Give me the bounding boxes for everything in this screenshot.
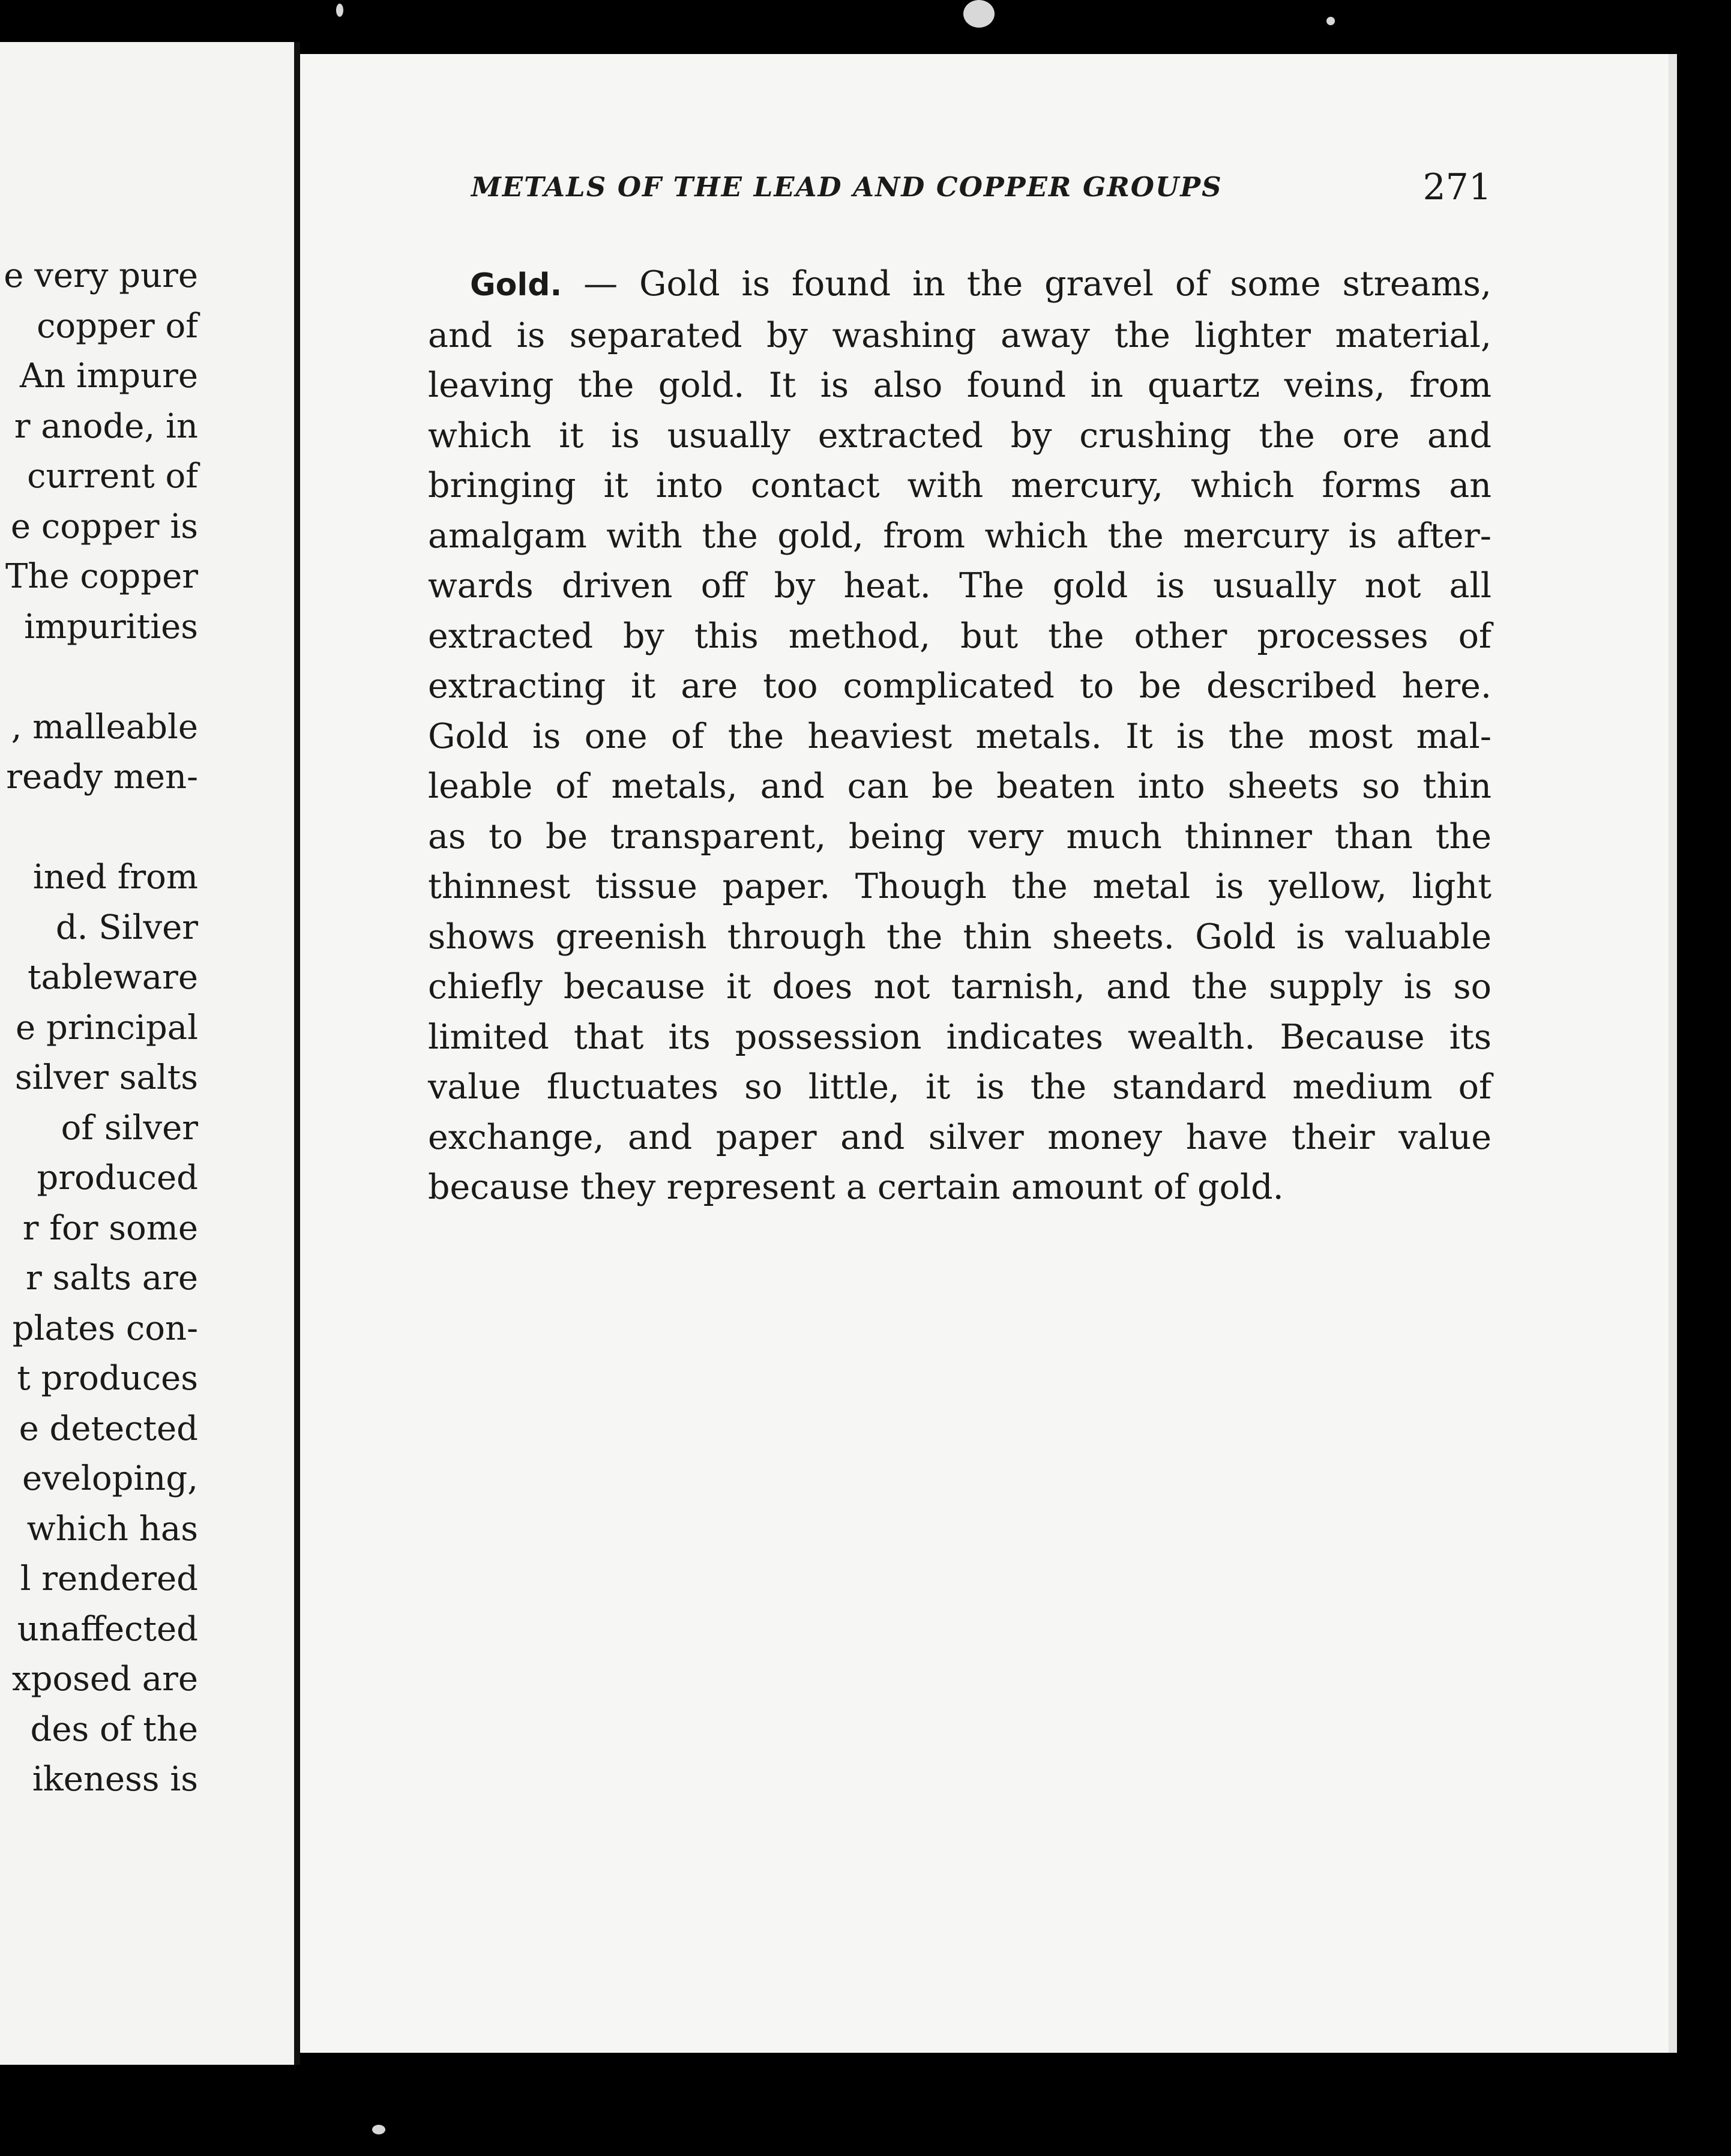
facing-page-line: e detected — [19, 1409, 198, 1448]
running-head — [471, 166, 1492, 219]
facing-page-line: e copper is — [10, 507, 198, 546]
facing-page-line — [0, 652, 198, 702]
text-line: chiefly because it does not tarnish, and the supply is so — [428, 967, 1492, 1007]
facing-page-line: plates con- — [12, 1308, 198, 1348]
facing-page-line: ikeness is — [32, 1760, 198, 1799]
facing-page-line: silver salts — [14, 1058, 198, 1097]
facing-page-line: current of — [27, 457, 198, 496]
running-title: METALS OF THE LEAD AND COPPER GROUPS — [471, 171, 1223, 203]
text-line: extracting it are too complicated to be described here. — [428, 666, 1492, 706]
section-heading: Gold. — [470, 267, 562, 303]
facing-page-line — [0, 802, 198, 853]
facing-page-line: d. Silver — [55, 908, 198, 947]
text-line: as to be transparent, being very much thinner than the — [428, 816, 1492, 857]
scan-speck — [372, 2125, 385, 2134]
facing-page-line: e very pure — [4, 256, 198, 295]
facing-page-line: tableware — [27, 958, 198, 997]
text-line: shows greenish through the thin sheets. Gold is valuable — [428, 917, 1492, 957]
text-line: leaving the gold. It is also found in quartz veins, from — [428, 366, 1492, 405]
scan-speck — [1326, 17, 1335, 25]
facing-page-line: An impure — [19, 357, 198, 396]
facing-page-line: unaffected — [17, 1609, 198, 1649]
text-line: because they represent a certain amount of gold. — [428, 1167, 1284, 1207]
text-line — [428, 259, 1492, 311]
scan-speck — [336, 4, 343, 17]
facing-page-line: eveloping, — [22, 1459, 198, 1498]
page-edge — [1669, 54, 1677, 2053]
text-line: wards driven off by heat. The gold is usually not all — [428, 566, 1492, 606]
facing-page-line: produced — [37, 1158, 198, 1197]
facing-page-line: r anode, in — [14, 406, 198, 446]
facing-page — [0, 42, 294, 2065]
facing-page-line: , malleable — [11, 707, 198, 747]
facing-page-line: ready men- — [6, 757, 198, 796]
text-line: leable of metals, and can be beaten into sheets so thin — [428, 766, 1492, 806]
text-line: which it is usually extracted by crushing the ore and — [428, 415, 1492, 456]
facing-page-line: l rendered — [20, 1559, 198, 1598]
book-page — [300, 54, 1669, 2053]
text-line-content: — Gold is found in the gravel of some streams, — [562, 264, 1492, 304]
facing-page-line: e principal — [16, 1008, 198, 1047]
facing-page-line: which has — [26, 1509, 198, 1549]
facing-page-text — [0, 251, 198, 1805]
body-paragraph — [428, 259, 1492, 1213]
page-gutter — [294, 42, 300, 2065]
text-line: exchange, and paper and silver money have their value — [428, 1117, 1492, 1157]
text-line: thinnest tissue paper. Though the metal is yellow, light — [428, 867, 1492, 906]
facing-page-line: t produces — [17, 1359, 198, 1398]
facing-page-line: of silver — [61, 1108, 198, 1148]
text-line: limited that its possession indicates wealth. Because its — [428, 1017, 1492, 1057]
facing-page-line: copper of — [37, 306, 198, 346]
page-number: 271 — [1422, 166, 1492, 208]
scan-speck — [963, 0, 995, 28]
facing-page-line: des of the — [30, 1709, 198, 1749]
text-line: amalgam with the gold, from which the mercury is after- — [428, 516, 1492, 556]
facing-page-line: xposed are — [12, 1660, 198, 1699]
facing-page-line: ined from — [32, 858, 198, 897]
facing-page-line: impurities — [24, 607, 198, 646]
text-line: value fluctuates so little, it is the standard medium of — [428, 1067, 1492, 1107]
text-line: Gold is one of the heaviest metals. It is the most mal- — [428, 716, 1492, 756]
facing-page-line: r salts are — [26, 1259, 198, 1298]
text-line: and is separated by washing away the lighter material, — [428, 315, 1492, 355]
text-line: bringing it into contact with mercury, which forms an — [428, 466, 1492, 505]
facing-page-line: r for some — [22, 1208, 198, 1248]
facing-page-line: The copper — [5, 557, 198, 596]
text-line: extracted by this method, but the other processes of — [428, 616, 1492, 656]
